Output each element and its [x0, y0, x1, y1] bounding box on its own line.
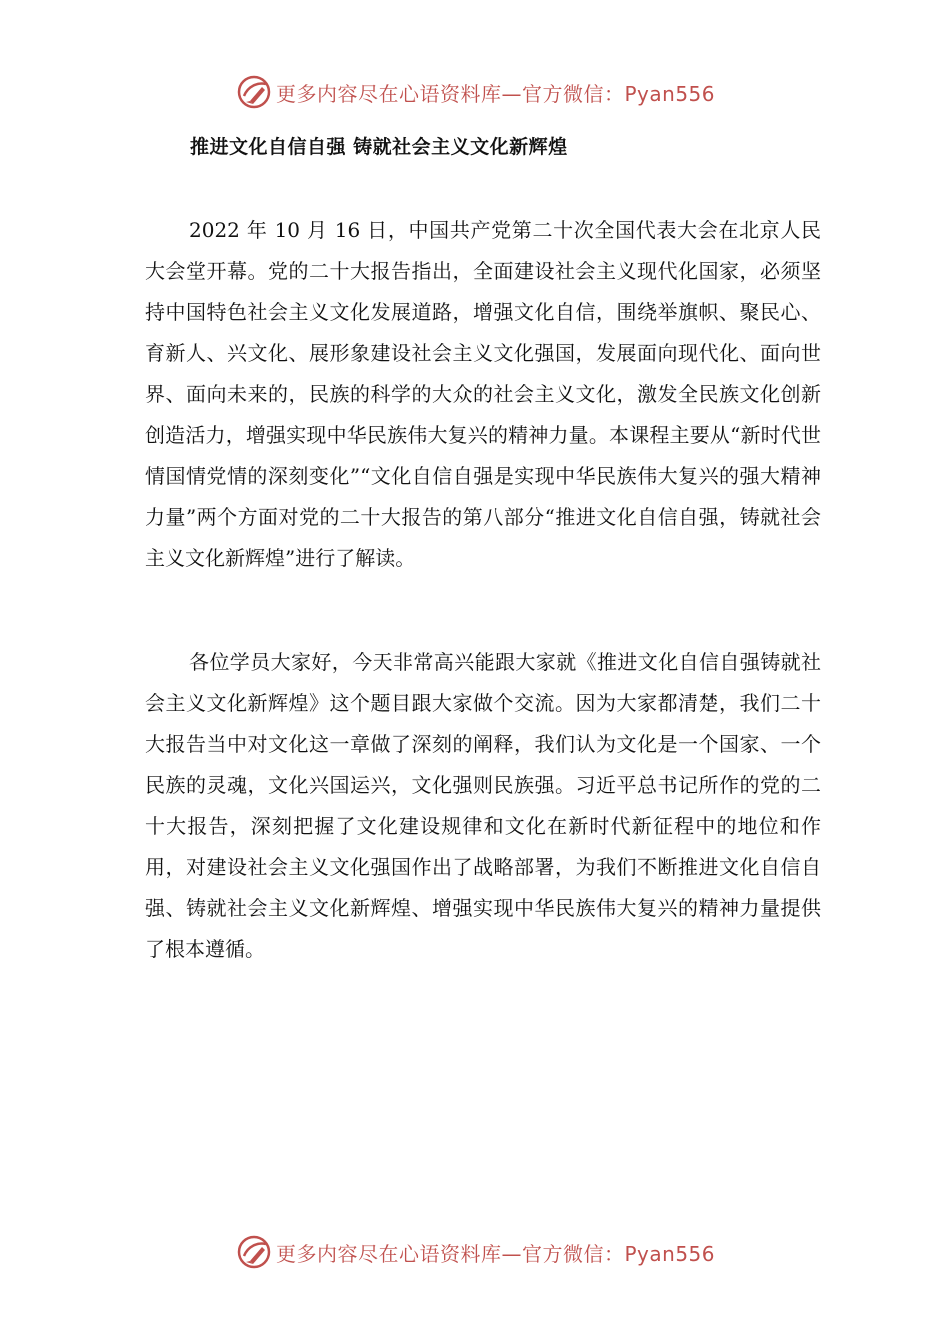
pen-seal-icon	[236, 1234, 272, 1270]
watermark-text: 更多内容尽在心语资料库—官方微信：Pyan556	[276, 1241, 716, 1266]
paragraph-lecture: 各位学员大家好，今天非常高兴能跟大家就《推进文化自信自强铸就社会主义文化新辉煌》这个题目跟大家做个交流。因为大家都清楚，我们二十大报告当中对文化这一章做了深刻的阐释，我们认为文化是一个国家、一个民族的灵魂，文化兴国运兴，文化强则民族强。习近平总书记所作的党的二十大报告，深刻把握了文化建设规律和文化在新时代新征程中的地位和作用，对建设社会主义文化强国作出了战略部署，为我们不断推进文化自信自强、铸就社会主义文化新辉煌、增强实现中华民族伟大复兴的精神力量提供了根本遵循。	[145, 650, 821, 961]
document-title: 推进文化自信自强 铸就社会主义文化新辉煌	[190, 136, 568, 158]
footer-watermark	[236, 1232, 756, 1272]
paragraph-intro: 2022 年 10 月 16 日，中国共产党第二十次全国代表大会在北京人民大会堂开幕。党的二十大报告指出，全面建设社会主义现代化国家，必须坚持中国特色社会主义文化发展道路，增强文化自信，围绕举旗帜、聚民心、育新人、兴文化、展形象建设社会主义文化强国，发展面向现代化、面向世界、面向未来的，民族的科学的大众的社会主义文化，激发全民族文化创新创造活力，增强实现中华民族伟大复兴的精神力量。本课程主要从“新时代世情国情党情的深刻变化”“文化自信自强是实现中华民族伟大复兴的强大精神力量”两个方面对党的二十大报告的第八部分“推进文化自信自强，铸就社会主义文化新辉煌”进行了解读。	[145, 218, 821, 570]
pen-seal-icon	[236, 74, 272, 110]
watermark-text: 更多内容尽在心语资料库—官方微信：Pyan556	[276, 81, 716, 106]
header-watermark	[236, 72, 756, 112]
